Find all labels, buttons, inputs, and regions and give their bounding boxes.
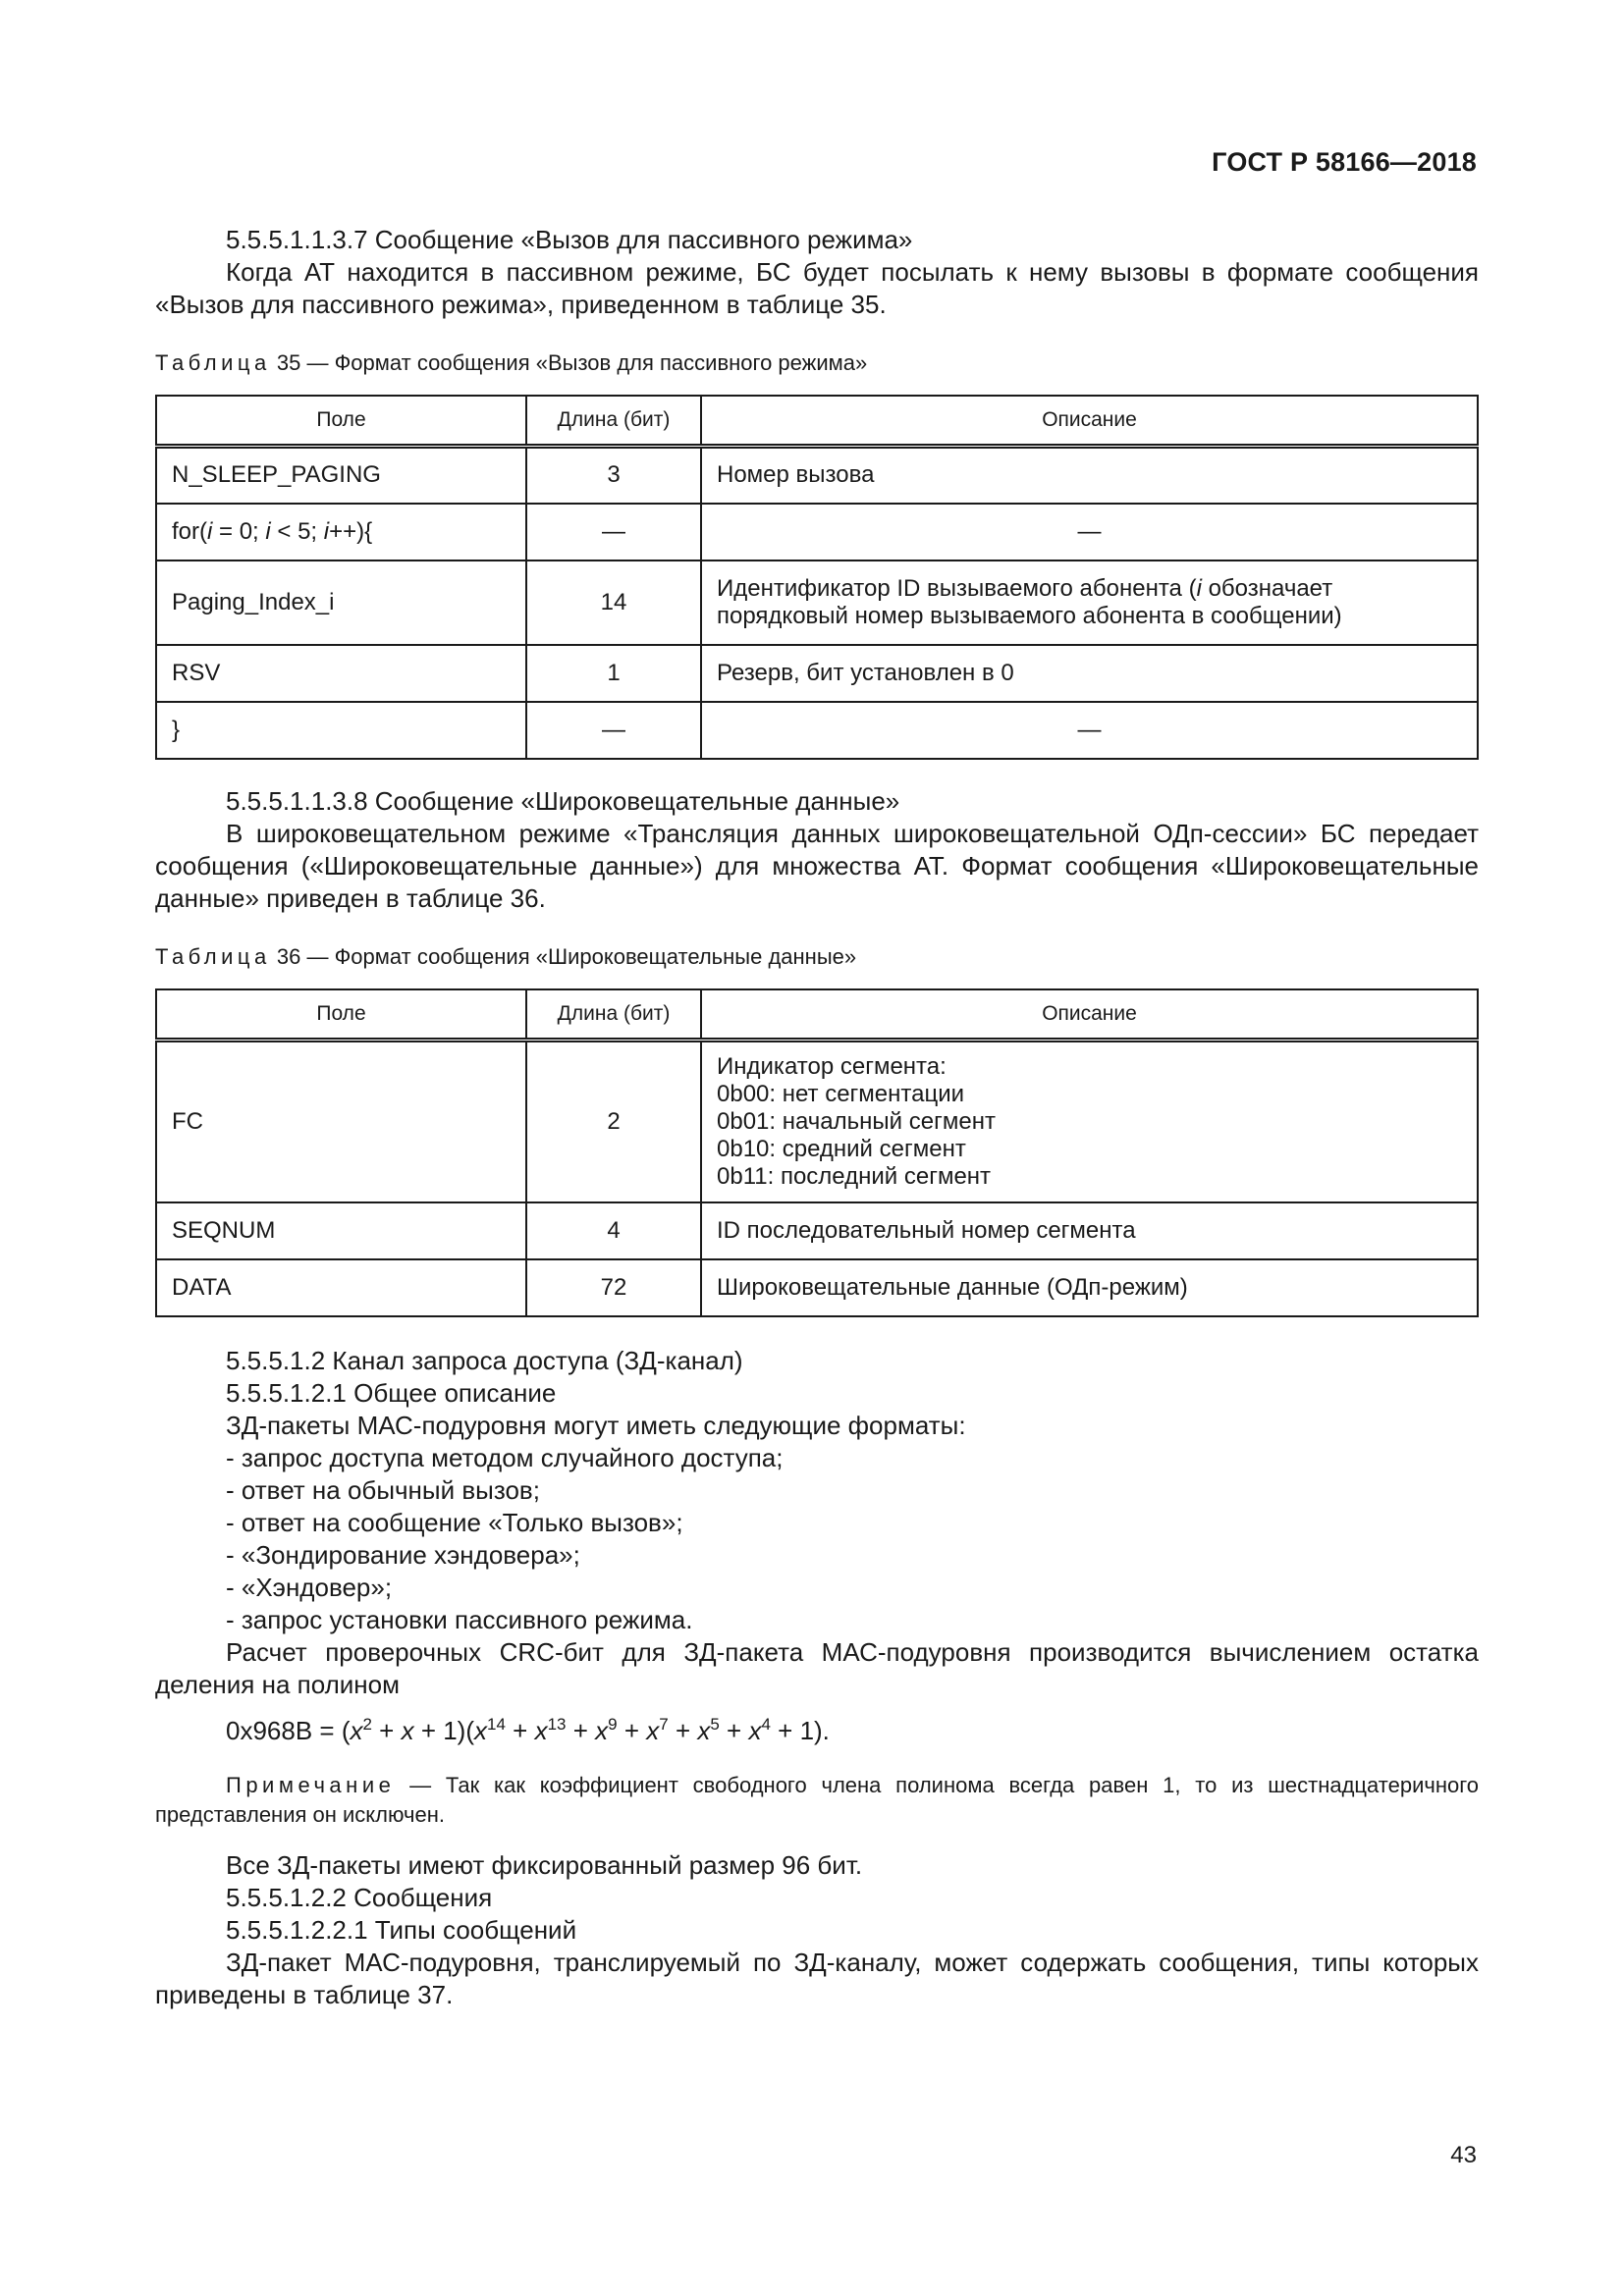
column-header-length: Длина (бит)	[526, 396, 701, 447]
list-item: - «Зондирование хэндовера»;	[226, 1540, 580, 1570]
list-item: - «Хэндовер»;	[226, 1573, 393, 1602]
section-heading-1-3-7: 5.5.5.1.1.3.7 Сообщение «Вызов для пассивного режима»	[226, 225, 913, 254]
column-header-field: Поле	[156, 989, 526, 1041]
cell-description: Идентификатор ID вызываемого абонента (i обозначает порядковый номер вызываемого абонента в сообщении)	[701, 561, 1478, 645]
cell-field: RSV	[156, 645, 526, 702]
table-row	[156, 1259, 1478, 1316]
section-paragraph-1-3-7: Когда АТ находится в пассивном режиме, БС будет посылать к нему вызовы в формате сообщения «Вызов для пассивного режима», приведенном в таблице 35.	[155, 257, 1479, 319]
document-header: ГОСТ Р 58166—2018	[1212, 147, 1477, 177]
cell-description: Широковещательные данные (ОДп-режим)	[701, 1259, 1478, 1316]
table-row	[156, 645, 1478, 702]
table-row	[156, 561, 1478, 645]
cell-description: Резерв, бит установлен в 0	[701, 645, 1478, 702]
section-heading-1-2: 5.5.5.1.2 Канал запроса доступа (ЗД-канал)	[226, 1346, 743, 1375]
cell-field: DATA	[156, 1259, 526, 1316]
page-number: 43	[1450, 2142, 1477, 2168]
section-heading-1-2-1: 5.5.5.1.2.1 Общее описание	[226, 1378, 557, 1408]
table-36	[155, 988, 1479, 1318]
note	[155, 1771, 1479, 1830]
list-item: - ответ на обычный вызов;	[226, 1475, 540, 1505]
list-item: - запрос установки пассивного режима.	[226, 1605, 693, 1634]
table-header-row	[156, 989, 1478, 1041]
last-paragraph: ЗД-пакет МАС-подуровня, транслируемый по ЗД-каналу, может содержать сообщения, типы которых приведены в таблице 37.	[155, 1948, 1479, 2009]
cell-length: 1	[526, 645, 701, 702]
cell-field: }	[156, 702, 526, 759]
cell-field: for(i = 0; i < 5; i++){	[156, 504, 526, 561]
cell-length: 14	[526, 561, 701, 645]
cell-length: 4	[526, 1202, 701, 1259]
cell-field: SEQNUM	[156, 1202, 526, 1259]
table-36-caption: Таблица 36 — Формат сообщения «Широковещательные данные»	[155, 943, 857, 969]
table-row	[156, 504, 1478, 561]
cell-field: N_SLEEP_PAGING	[156, 447, 526, 504]
table-row	[156, 1202, 1478, 1259]
formats-intro: ЗД-пакеты МАС-подуровня могут иметь следующие форматы:	[226, 1411, 966, 1440]
cell-length: 72	[526, 1259, 701, 1316]
table-row	[156, 447, 1478, 504]
note-text: — Так как коэффициент свободного члена полинома всегда равен 1, то из шестнадцатеричного представления он исключен.	[155, 1773, 1479, 1827]
cell-length: —	[526, 702, 701, 759]
list-item: - запрос доступа методом случайного доступа;	[226, 1443, 784, 1472]
column-header-length: Длина (бит)	[526, 989, 701, 1041]
table-row	[156, 702, 1478, 759]
section-heading-1-3-8: 5.5.5.1.1.3.8 Сообщение «Широковещательные данные»	[226, 785, 900, 816]
column-header-field: Поле	[156, 396, 526, 447]
section-paragraph-1-3-8: В широковещательном режиме «Трансляция данных широковещательной ОДп-сессии» БС передает сообщения («Широковещательные данные») для множества АТ. Формат сообщения «Широковещательные данные» приведен в таблице 36.	[155, 818, 1479, 913]
table-row	[156, 1040, 1478, 1202]
cell-description: Индикатор сегмента: 0b00: нет сегментации 0b01: начальный сегмент 0b10: средний сегмент 0b11: последний сегмент	[701, 1040, 1478, 1202]
polynomial-formula: $0x968B = (x^2 + x + 1)(x^{14} + x^{13} + x^9 + x^7 + x^5 + x^4 + 1)$.	[226, 1715, 830, 1745]
cell-description: —	[701, 504, 1478, 561]
page-content	[155, 224, 1479, 2011]
cell-length: 3	[526, 447, 701, 504]
list-item: - ответ на сообщение «Только вызов»;	[226, 1508, 683, 1537]
cell-length: 2	[526, 1040, 701, 1202]
section-heading-1-2-2: 5.5.5.1.2.2 Сообщения	[226, 1883, 493, 1912]
cell-description: —	[701, 702, 1478, 759]
table-header-row	[156, 396, 1478, 447]
section-heading-1-2-2-1: 5.5.5.1.2.2.1 Типы сообщений	[226, 1915, 577, 1945]
cell-field: FC	[156, 1040, 526, 1202]
cell-length: —	[526, 504, 701, 561]
cell-description: Номер вызова	[701, 447, 1478, 504]
cell-field: Paging_Index_i	[156, 561, 526, 645]
table-35	[155, 395, 1479, 760]
cell-description: ID последовательный номер сегмента	[701, 1202, 1478, 1259]
fixed-size-paragraph: Все ЗД-пакеты имеют фиксированный размер 96 бит.	[226, 1850, 863, 1880]
column-header-description: Описание	[701, 396, 1478, 447]
note-label: Примечание	[226, 1773, 396, 1797]
crc-paragraph: Расчет проверочных CRC-бит для ЗД-пакета МАС-подуровня производится вычислением остатка деления на полином	[155, 1637, 1479, 1699]
table-35-caption: Таблица 35 — Формат сообщения «Вызов для пассивного режима»	[155, 350, 868, 375]
column-header-description: Описание	[701, 989, 1478, 1041]
